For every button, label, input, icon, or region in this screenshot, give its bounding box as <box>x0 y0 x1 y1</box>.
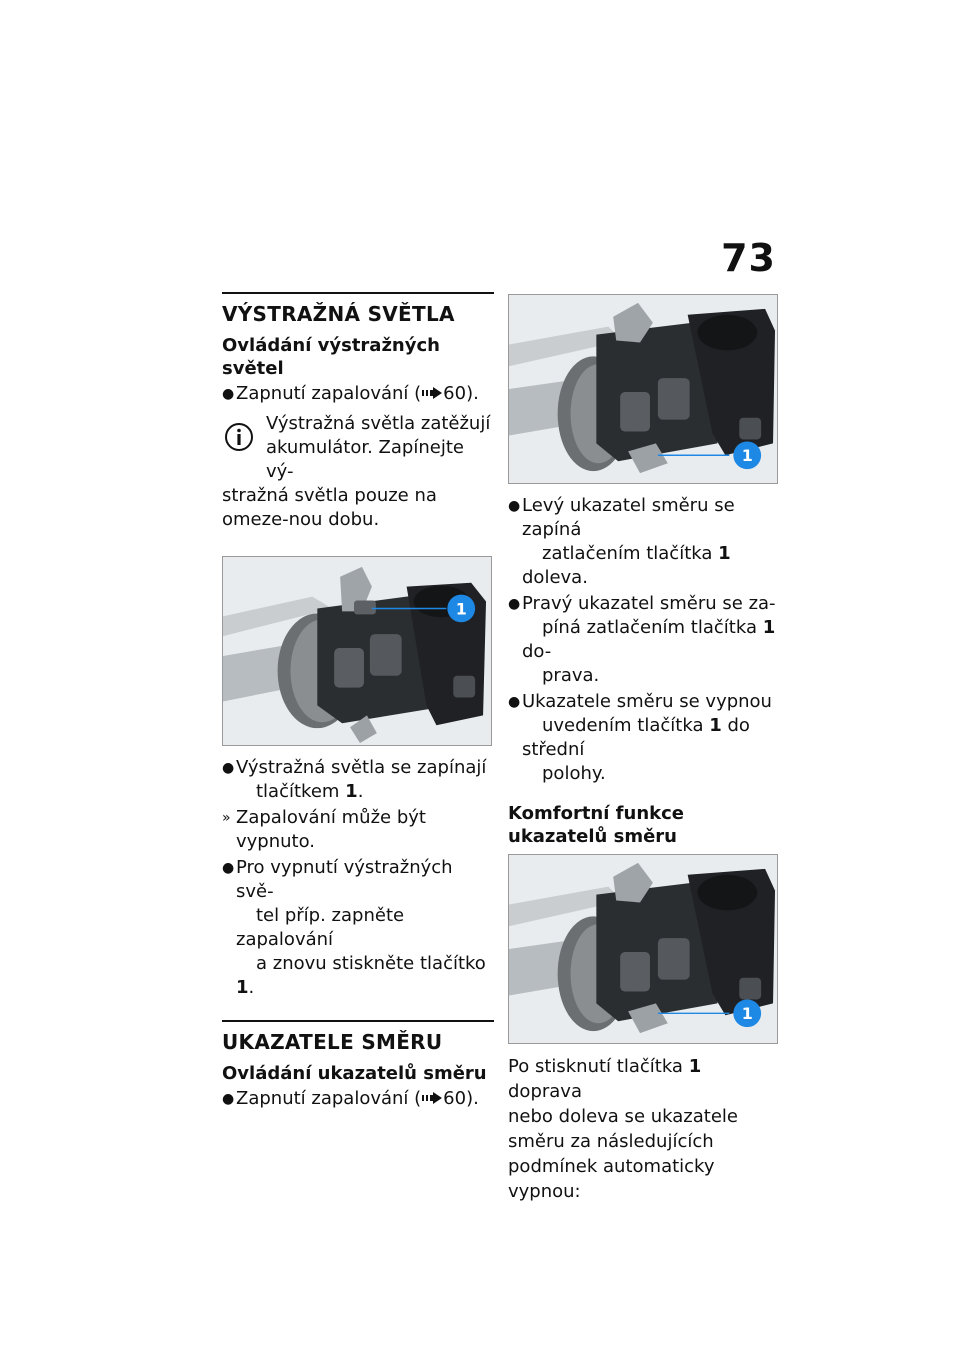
bullet-indicator-off: ● Ukazatele směru se vypnou uvedením tlačítka 1 do střední polohy. <box>508 691 772 784</box>
subsection-title-comfort-indicator: Komfortní funkce ukazatelů směru <box>508 803 684 847</box>
bullet-hazard-switch-off: ● Pro vypnutí výstražných svě- tel příp. zapněte zapalování a znovu stiskněte tlačítko 1. <box>222 857 486 998</box>
bullet-dot: ● <box>222 860 235 876</box>
result-ignition-off: » Zapalování může být vypnuto. <box>222 807 426 852</box>
bullet-ignition-on-2: ● Zapnutí zapalování ( 60). <box>222 1088 479 1109</box>
bullet-dot: ● <box>222 1091 235 1107</box>
info-icon <box>224 422 254 452</box>
bullet-dot: ● <box>508 694 521 710</box>
page-reference[interactable]: 60 <box>443 1088 467 1109</box>
subsection-title-turn-signal-control: Ovládání ukazatelů směru <box>222 1063 487 1084</box>
figure-callout-1: 1 <box>455 599 467 619</box>
handlebar-switch-figure-hazard <box>222 556 492 746</box>
subsection-title-hazard-control: Ovládání výstražných světel <box>222 335 440 379</box>
switch-illustration <box>509 855 777 1043</box>
section-title-hazard-lights: VÝSTRAŽNÁ SVĚTLA <box>222 292 494 326</box>
bullet-dot: ● <box>222 386 235 402</box>
switch-illustration <box>509 295 777 483</box>
page-reference[interactable]: 60 <box>443 383 467 404</box>
page-reference-arrow-icon <box>421 386 443 400</box>
handlebar-switch-figure-comfort <box>508 854 778 1044</box>
bullet-dot: ● <box>508 596 521 612</box>
info-note-continuation: stražná světla pouze na omeze-nou dobu. <box>222 485 437 530</box>
bullet-left-indicator: ● Levý ukazatel směru se zapíná zatlačením tlačítka 1 doleva. <box>508 495 735 588</box>
page-number: 73 <box>721 236 776 280</box>
switch-illustration <box>223 557 491 745</box>
info-note: Výstražná světla zatěžují akumulátor. Zapínejte vý- <box>222 412 494 484</box>
section-title-turn-signals: UKAZATELE SMĚRU <box>222 1020 494 1054</box>
bullet-dot: ● <box>508 498 521 514</box>
page-reference-arrow-icon <box>421 1091 443 1105</box>
bullet-ignition-on: ● Zapnutí zapalování ( 60). <box>222 383 479 404</box>
result-marker-icon: » <box>222 810 231 826</box>
bullet-hazard-switch-on: ● Výstražná světla se zapínají tlačítkem 1. <box>222 757 487 802</box>
paragraph-auto-cancel: Po stisknutí tlačítka 1 doprava nebo doleva se ukazatele směru za následujících podmínek automaticky vypnou: <box>508 1056 738 1202</box>
handlebar-switch-figure-turn-signal <box>508 294 778 484</box>
bullet-dot: ● <box>222 760 235 776</box>
figure-callout-1: 1 <box>741 1004 753 1024</box>
figure-callout-1: 1 <box>741 446 753 466</box>
left-column <box>222 292 494 1113</box>
right-column <box>508 292 780 1204</box>
bullet-right-indicator: ● Pravý ukazatel směru se za- píná zatlačením tlačítka 1 do- prava. <box>508 593 776 686</box>
